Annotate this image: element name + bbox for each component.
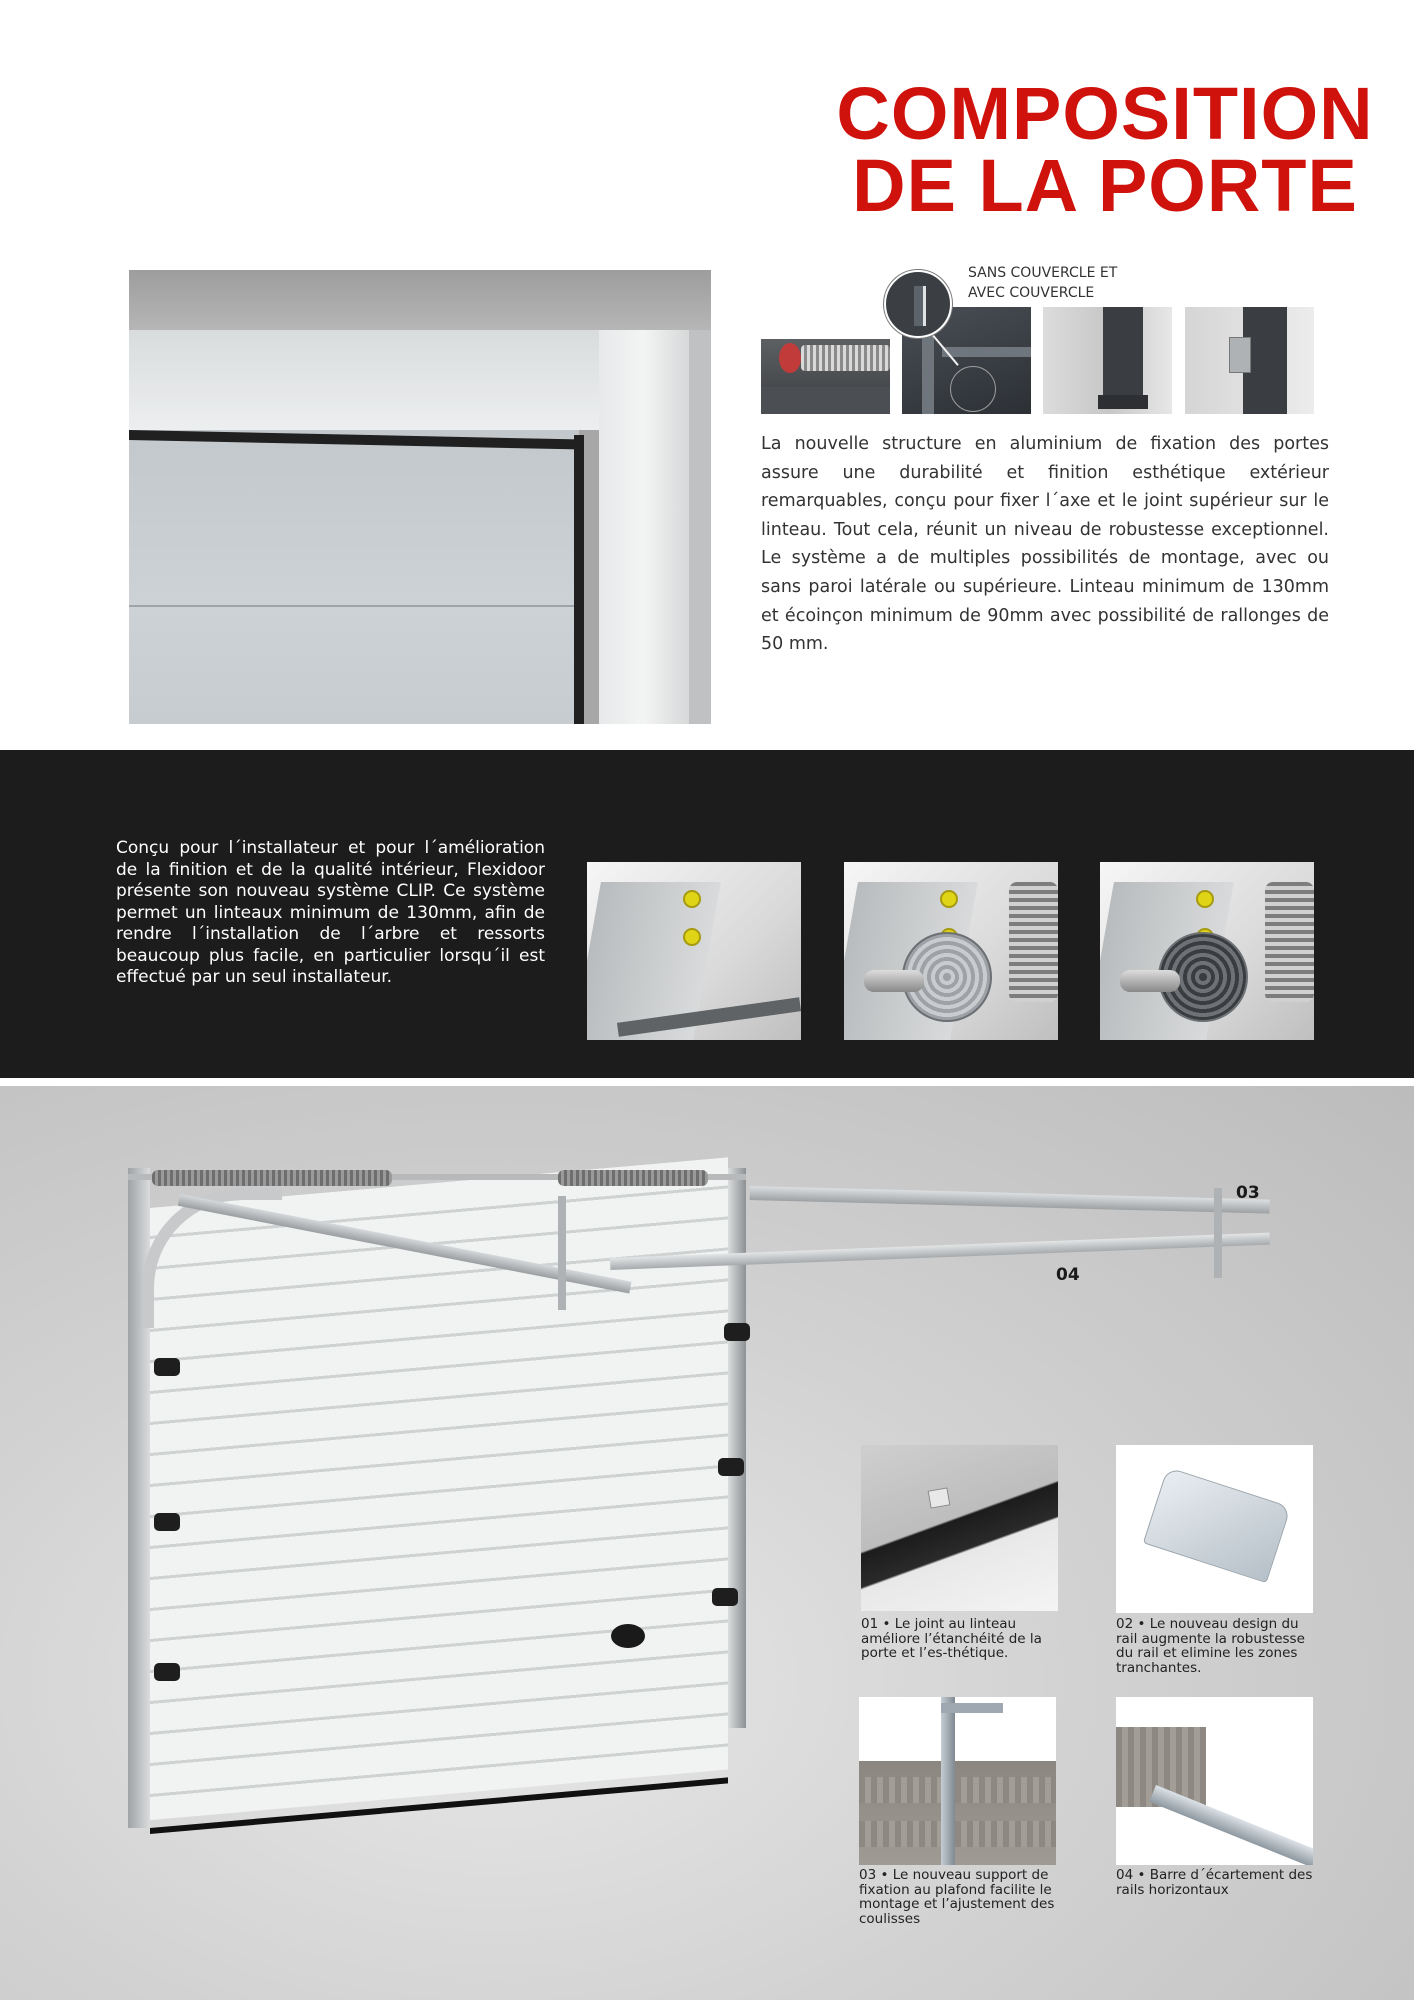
- torsion-spring-right: [558, 1170, 708, 1186]
- clip-photo-drum: [844, 862, 1058, 1040]
- title-line-2: DE LA PORTE: [852, 144, 1358, 227]
- door-corner-photo: [129, 270, 711, 724]
- callout-04: 04: [1056, 1265, 1080, 1285]
- ceiling-bracket: [558, 1196, 566, 1310]
- detail-caption-04: 04 • Barre d´écartement des rails horizontaux: [1116, 1867, 1313, 1898]
- hinge: [718, 1458, 744, 1476]
- ceiling-bracket-rear: [1214, 1188, 1222, 1278]
- detail-caption-01: 01 • Le joint au linteau améliore l’étanchéité de la porte et l’es-thétique.: [861, 1616, 1042, 1661]
- page-title: [820, 72, 1390, 227]
- door-handle: [611, 1624, 645, 1648]
- detail-photo-lintel-seal: [861, 1445, 1058, 1611]
- hinge: [154, 1663, 180, 1681]
- hinge: [724, 1323, 750, 1341]
- clip-system-description: Conçu pour l´installateur et pour l´amélioration de la finition et de la qualité intérieur, Flexidoor présente son nouveau système CLIP. Ce système permet un linteaux minimum de 130mm, afin de rendre l´installation de l´arbre et ressorts beaucoup plus facile, en particulier lorsqu´il est effectué par un seul installateur.: [116, 838, 545, 987]
- magnifier-zoom-circle: [884, 270, 952, 338]
- detail-caption-03: 03 • Le nouveau support de fixation au plafond facilite le montage et l’ajustement des coulisses: [859, 1867, 1055, 1927]
- detail-photo-spreader-bar: [1116, 1697, 1313, 1865]
- cover-label-line-1: SANS COUVERCLE ET: [968, 265, 1118, 281]
- callout-03: 03: [1236, 1183, 1260, 1203]
- thumb-profile-clip: [1185, 307, 1314, 414]
- detail-caption-02: 02 • Le nouveau design du rail augmente la robustesse du rail et elimine les zones tranchantes.: [1116, 1616, 1305, 1676]
- detail-photo-ceiling-bracket: [859, 1697, 1056, 1865]
- intro-paragraph: La nouvelle structure en aluminium de fixation des portes assure une durabilité et finition esthétique extérieur remarquables, conçu pour fixer l´axe et le joint supérieur sur le linteau. Tout cela, réunit un niveau de robustesse exceptionnel. Le système a de multiples possibilités de montage, avec ou sans paroi latérale ou supérieure. Linteau minimum de 130mm et écoinçon minimum de 90mm avec possibilité de rallonges de 50 mm.: [761, 434, 1329, 655]
- hinge: [154, 1513, 180, 1531]
- clip-photo-bracket: [587, 862, 801, 1040]
- detail-photo-rail-profile: [1116, 1445, 1313, 1613]
- cover-label: [968, 263, 1168, 303]
- title-line-1: COMPOSITION: [836, 72, 1374, 155]
- torsion-spring-left: [152, 1170, 392, 1186]
- zoom-target-ring: [950, 366, 996, 412]
- hinge: [712, 1588, 738, 1606]
- hinge: [154, 1358, 180, 1376]
- clip-photo-drum-dark: [1100, 862, 1314, 1040]
- thumb-side-profile: [1043, 307, 1172, 414]
- thumb-spring-mechanism: [761, 307, 890, 414]
- cover-label-line-2: AVEC COUVERCLE: [968, 285, 1095, 301]
